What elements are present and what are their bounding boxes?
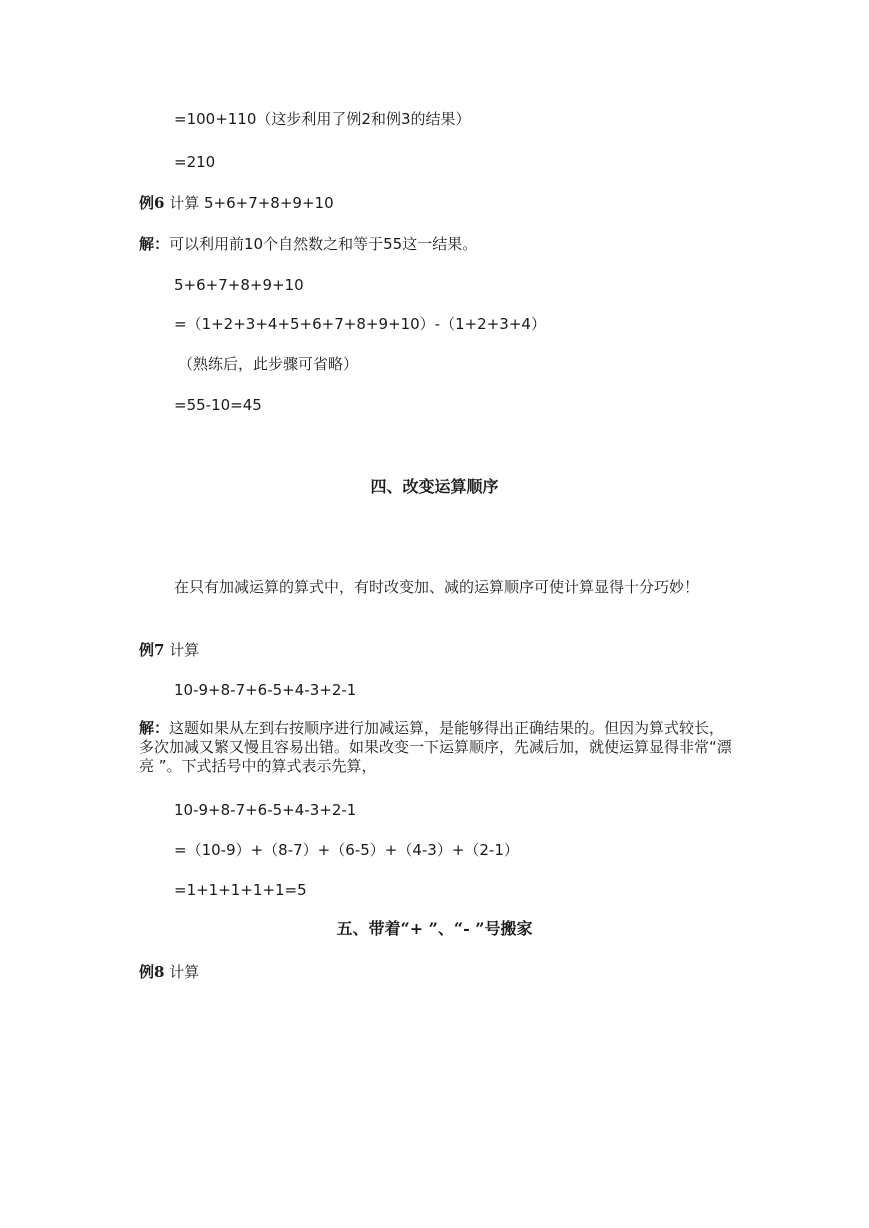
equation-line-5: 5+6+7+8+9+10: [174, 276, 304, 294]
step-line-2: =（10-9）+（8-7）+（6-5）+（4-3）+（2-1）: [174, 841, 519, 859]
example-6-label: 例6: [139, 194, 165, 212]
solution-7-text: 这题如果从左到右按顺序进行加减运算，是能够得出正确结果的。但因为算式较长，多次加减又繁又慢且容易出错。如果改变一下运算顺序，先减后加，就使运算显得非常“漂亮 ”。下式括号中的算式表示先算，: [139, 719, 732, 775]
equation-line-2: =210: [174, 153, 216, 171]
example-6: [139, 193, 334, 213]
example-8: [139, 962, 199, 982]
example-7-label: 例7: [139, 641, 165, 659]
equation-line-6: =（1+2+3+4+5+6+7+8+9+10）-（1+2+3+4）: [174, 315, 546, 333]
solution-6-text: 可以利用前10个自然数之和等于55这一结果。: [169, 235, 478, 253]
example-7: [139, 640, 199, 660]
section-5-heading: 五、带着“+ ”、“- ”号搬家: [336, 919, 533, 938]
solution-6-label: 解：: [139, 235, 170, 253]
step-line-1: 10-9+8-7+6-5+4-3+2-1: [174, 801, 357, 819]
section-4-intro-text: 在只有加减运算的算式中，有时改变加、减的运算顺序可使计算显得十分巧妙！: [174, 578, 700, 596]
solution-7: [139, 719, 739, 776]
example-7-text: 计算: [164, 641, 200, 659]
example-8-text: 计算: [164, 963, 200, 981]
example-8-label: 例8: [139, 963, 165, 981]
solution-7-label: 解：: [139, 719, 170, 737]
equation-line-8: =55-10=45: [174, 396, 262, 414]
note-line: （熟练后，此步骤可省略）: [178, 355, 359, 373]
step-line-3: =1+1+1+1+1=5: [174, 881, 307, 899]
section-4-heading: 四、改变运算顺序: [370, 477, 499, 496]
section-4-intro: [139, 578, 739, 597]
equation-line-1: =100+110（这步利用了例2和例3的结果）: [174, 110, 471, 128]
example-6-text: 计算 5+6+7+8+9+10: [164, 194, 334, 212]
example-7-expression: 10-9+8-7+6-5+4-3+2-1: [174, 681, 357, 699]
solution-6: [139, 234, 477, 254]
